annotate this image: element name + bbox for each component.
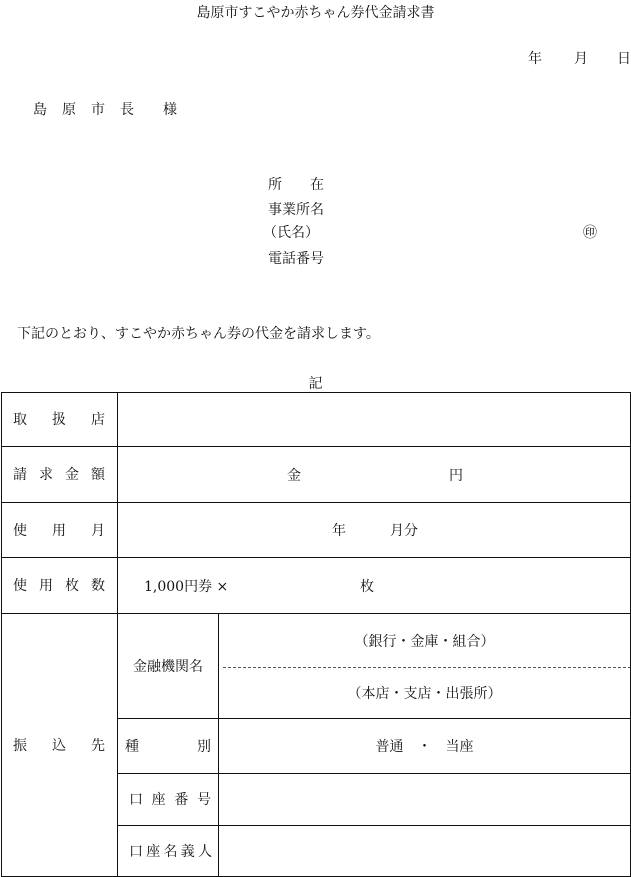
ki-heading: 記 — [308, 376, 323, 392]
date-month-label: 月 — [574, 51, 588, 67]
usage-year-unit: 年 — [332, 523, 346, 539]
branch-options-text: （本店・支店・出張所） — [347, 686, 502, 702]
account-type-options-text: 普通 ・ 当座 — [375, 739, 474, 755]
account-type-label — [125, 718, 211, 773]
date-year-label: 年 — [528, 51, 542, 67]
addressee-char: 市 — [91, 102, 105, 118]
amount-prefix: 金 — [287, 467, 301, 484]
account-number-label — [129, 773, 211, 825]
label-char: 枚 — [65, 578, 79, 594]
label-char: 種 — [125, 738, 139, 755]
applicant-phone-label: 電話番号 — [268, 251, 324, 267]
usage-month-label — [13, 502, 105, 557]
document-title: 島原市すこやか赤ちゃん券代金請求書 — [196, 5, 435, 21]
transfer-label — [13, 613, 105, 877]
account-type-options[interactable] — [219, 719, 630, 773]
branch-options[interactable] — [219, 668, 630, 718]
label-char: 使 — [13, 522, 27, 539]
applicant-business-label: 事業所名 — [268, 202, 324, 218]
request-table — [1, 392, 631, 877]
addressee-char: 島 — [33, 102, 47, 118]
count-suffix: 枚 — [360, 578, 374, 595]
usage-count-field[interactable] — [118, 558, 630, 613]
amount-field[interactable] — [118, 447, 630, 502]
account-number-field[interactable] — [219, 774, 630, 825]
label-char: 金 — [65, 467, 79, 483]
label-char: 扱 — [52, 412, 66, 428]
unit-price-text: 1,000円券 × — [144, 578, 229, 595]
account-holder-label — [129, 825, 212, 876]
label-char: 座 — [151, 792, 166, 808]
label-char: 名 — [163, 843, 178, 860]
usage-count-label — [13, 557, 105, 613]
label-char: 用 — [52, 522, 66, 539]
label-char: 使 — [13, 578, 27, 594]
table-border-left — [1, 392, 2, 877]
institution-options[interactable] — [219, 614, 630, 667]
label-char: 込 — [52, 738, 66, 754]
label-char: 数 — [91, 578, 105, 594]
label-char: 求 — [39, 467, 53, 483]
amount-label — [13, 446, 105, 502]
request-statement: 下記のとおり、すこやか赤ちゃん券の代金を請求します。 — [17, 326, 380, 342]
applicant-address-label: 所 在 — [268, 177, 324, 193]
amount-suffix: 円 — [449, 467, 463, 484]
institution-options-text: （銀行・金庫・組合） — [354, 633, 495, 650]
account-holder-field[interactable] — [219, 826, 630, 876]
date-day-label: 日 — [617, 51, 631, 67]
addressee — [33, 99, 177, 119]
addressee-char: 長 — [120, 102, 134, 118]
label-char: 店 — [91, 412, 105, 428]
label-char: 額 — [91, 467, 105, 483]
label-char: 取 — [13, 412, 27, 428]
handler-field[interactable] — [118, 393, 630, 446]
addressee-char: 様 — [163, 102, 177, 118]
label-char: 振 — [13, 738, 27, 754]
label-char: 先 — [91, 738, 105, 754]
label-char: 請 — [13, 467, 27, 483]
label-char: 別 — [197, 738, 211, 755]
usage-month-field[interactable] — [118, 503, 630, 557]
label-char: 口 — [129, 843, 143, 860]
institution-label: 金融機関名 — [133, 658, 203, 675]
handler-label — [13, 392, 105, 446]
label-char: 座 — [146, 843, 161, 860]
applicant-name-label: （氏名） — [263, 225, 319, 241]
seal-mark: ㊞ — [583, 225, 597, 241]
label-char: 番 — [174, 792, 189, 808]
label-char: 口 — [129, 792, 143, 808]
usage-month-unit: 月分 — [390, 523, 418, 539]
addressee-char: 原 — [62, 102, 76, 118]
label-char: 月 — [91, 522, 105, 539]
label-char: 号 — [196, 792, 211, 808]
label-char: 義 — [180, 843, 195, 860]
label-char: 用 — [39, 578, 53, 594]
label-char: 人 — [198, 843, 212, 860]
